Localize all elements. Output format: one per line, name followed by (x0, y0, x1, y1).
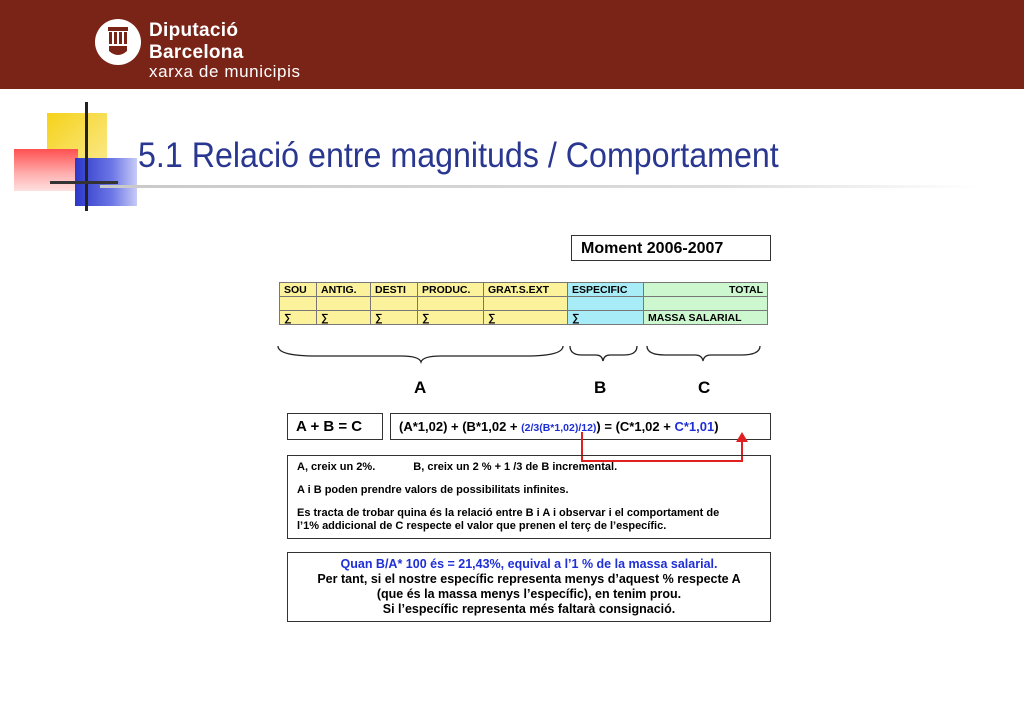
desc-line3: Es tracta de trobar quina és la relació entre B i A i observar i el comportament de (297, 507, 720, 519)
formula-part4: C*1,01 (674, 419, 715, 434)
desc-line2: A i B poden prendre valors de possibilitats infinites. (297, 484, 569, 496)
brace-c (645, 344, 763, 364)
deco-horizontal-line (50, 181, 118, 184)
conclusion-line3: (que és la massa menys l’específic), en tenim prou. (376, 587, 682, 601)
deco-red-square (14, 149, 78, 191)
group-label-b: B (594, 378, 607, 397)
conclusion-box (287, 552, 771, 622)
header-sou: SOU (280, 283, 317, 297)
sum-desti: ∑ (371, 311, 418, 325)
table-header-row (280, 283, 768, 297)
org-name-line2: Barcelona (149, 42, 244, 63)
page-title: 5.1 Relació entre magnituds / Comportament (138, 136, 779, 175)
desc-line1b: B, creix un 2 % + 1 /3 de B incremental. (413, 461, 618, 473)
formula-part5: ) (714, 419, 719, 434)
brace-a (276, 344, 566, 364)
org-name-line1: Diputació (149, 20, 239, 41)
brace-b (568, 344, 640, 364)
sum-especific: ∑ (568, 311, 644, 325)
conclusion-line1: Quan B/A* 100 és = 21,43%, equival a l’1 % de la massa salarial. (340, 557, 718, 571)
table-cell (418, 297, 484, 311)
sum-sou: ∑ (280, 311, 317, 325)
sum-produc: ∑ (418, 311, 484, 325)
table-cell (317, 297, 371, 311)
description-box (287, 455, 771, 539)
table-cell (644, 297, 768, 311)
formula-part3: ) = (C*1,02 + (596, 419, 675, 434)
group-label-a: A (414, 378, 427, 397)
header-produc: PRODUC. (418, 283, 484, 297)
header-antig: ANTIG. (317, 283, 371, 297)
table-cell (484, 297, 568, 311)
moment-label: Moment 2006-2007 (571, 235, 771, 261)
title-underline (100, 185, 980, 188)
sum-antig: ∑ (317, 311, 371, 325)
conclusion-line4: Si l’específic representa més faltarà consignació. (382, 602, 676, 616)
sum-grat-s-ext: ∑ (484, 311, 568, 325)
table-empty-row (280, 297, 768, 311)
equation-box: A + B = C (287, 413, 383, 440)
header-grat-s-ext: GRAT.S.EXT (484, 283, 568, 297)
table-cell (280, 297, 317, 311)
desc-line1a: A, creix un 2%. (297, 461, 376, 473)
desc-line4: l’1% addicional de C respecte el valor que prenen el terç de l’específic. (297, 520, 667, 532)
header-total: TOTAL (644, 283, 768, 297)
deco-vertical-line (85, 102, 88, 211)
group-label-c: C (698, 378, 711, 397)
header-especific: ESPECIFIC (568, 283, 644, 297)
table-cell (568, 297, 644, 311)
formula-part2: (2/3(B*1,02)/12) (521, 422, 597, 434)
massa-salarial-label: MASSA SALARIAL (644, 311, 768, 325)
table-sum-row (280, 311, 768, 325)
table-cell (371, 297, 418, 311)
header-desti: DESTI (371, 283, 418, 297)
salary-components-table (279, 282, 768, 325)
org-name-line3: xarxa de municipis (149, 62, 301, 81)
formula-part1: (A*1,02) + (B*1,02 + (399, 419, 522, 434)
conclusion-line2: Per tant, si el nostre específic representa menys d’aquest % respecte A (317, 572, 741, 586)
diputacio-shield-icon (108, 27, 128, 57)
